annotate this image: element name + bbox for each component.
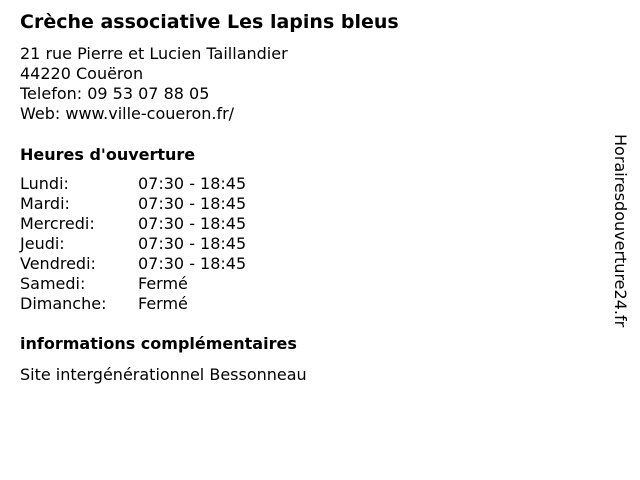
website: Web: www.ville-coueron.fr/ <box>20 104 235 123</box>
hours-row-tuesday <box>20 194 246 214</box>
day-label: Jeudi: <box>20 234 65 253</box>
day-label: Dimanche: <box>20 294 107 313</box>
phone-number: Telefon: 09 53 07 88 05 <box>20 84 210 103</box>
hours-row-wednesday <box>20 214 246 234</box>
day-label: Mardi: <box>20 194 70 213</box>
opening-hours-table <box>20 174 246 314</box>
hours-row-sunday <box>20 294 246 314</box>
city: 44220 Couëron <box>20 64 144 83</box>
opening-hours-heading: Heures d'ouverture <box>20 145 196 164</box>
hours-row-monday <box>20 174 246 194</box>
hours-row-friday <box>20 254 246 274</box>
day-hours: 07:30 - 18:45 <box>138 234 247 253</box>
day-hours: 07:30 - 18:45 <box>138 194 247 213</box>
day-hours: Fermé <box>138 274 188 293</box>
additional-info-text: Site intergénérationnel Bessonneau <box>20 365 307 384</box>
address-block <box>20 44 288 124</box>
street-address: 21 rue Pierre et Lucien Taillandier <box>20 44 288 63</box>
day-hours: 07:30 - 18:45 <box>138 174 247 193</box>
day-label: Mercredi: <box>20 214 95 233</box>
page-title: Crèche associative Les lapins bleus <box>20 11 399 33</box>
day-hours: 07:30 - 18:45 <box>138 254 247 273</box>
day-label: Samedi: <box>20 274 86 293</box>
hours-row-saturday <box>20 274 246 294</box>
hours-row-thursday <box>20 234 246 254</box>
day-hours: 07:30 - 18:45 <box>138 214 247 233</box>
day-label: Lundi: <box>20 174 69 193</box>
day-hours: Fermé <box>138 294 188 313</box>
day-label: Vendredi: <box>20 254 96 273</box>
additional-info-heading: informations complémentaires <box>20 334 297 353</box>
site-watermark: Horairesdouverture24.fr <box>611 134 630 328</box>
